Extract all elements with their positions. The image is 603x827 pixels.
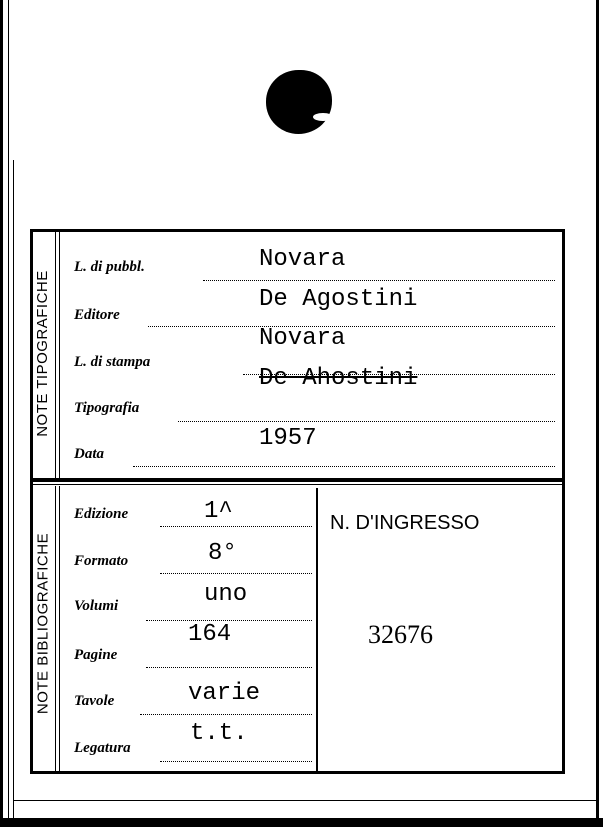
scan-border-left xyxy=(0,0,3,827)
field-value-luogo-stampa: Novara xyxy=(259,325,346,352)
field-value-legatura: t.t. xyxy=(190,720,248,747)
label-column-rule xyxy=(59,486,60,771)
field-line xyxy=(140,714,312,715)
label-column-rule xyxy=(55,232,56,478)
field-label-formato: Formato xyxy=(74,553,129,569)
field-label-legatura: Legatura xyxy=(74,740,131,756)
field-line xyxy=(148,326,555,327)
card-edge xyxy=(13,800,596,801)
ingresso-title: N. D'INGRESSO xyxy=(330,512,480,534)
field-label-volumi: Volumi xyxy=(74,598,119,614)
punch-hole xyxy=(266,70,332,134)
field-value-editore: De Agostini xyxy=(259,286,418,313)
field-value-edizione: 1^ xyxy=(204,498,233,525)
field-line xyxy=(160,526,312,527)
label-column-rule xyxy=(55,486,56,771)
field-line xyxy=(178,421,555,422)
field-value-formato: 8° xyxy=(208,540,237,567)
field-line xyxy=(160,761,312,762)
field-value-volumi: uno xyxy=(204,581,248,608)
field-line xyxy=(160,573,312,574)
ingresso-divider xyxy=(316,488,318,771)
field-line xyxy=(203,280,555,281)
field-value-data: 1957 xyxy=(259,425,317,452)
field-value-pagine: 164 xyxy=(188,621,232,648)
section-divider xyxy=(30,484,565,485)
scan-border-line xyxy=(8,0,9,827)
field-label-pagine: Pagine xyxy=(74,647,118,663)
field-value-luogo-pubblicazione: Novara xyxy=(259,246,346,273)
field-value-tipografia: De Ahostini xyxy=(259,365,418,392)
scan-border-right xyxy=(596,0,599,827)
field-label-tipografia: Tipografia xyxy=(74,400,140,416)
field-label-edizione: Edizione xyxy=(74,506,129,522)
field-label-luogo-stampa: L. di stampa xyxy=(74,354,151,370)
section-divider xyxy=(30,478,565,482)
field-line xyxy=(146,667,312,668)
ingresso-number: 32676 xyxy=(368,620,433,649)
field-value-tavole: varie xyxy=(188,680,261,707)
field-label-data: Data xyxy=(74,446,104,462)
label-column-rule xyxy=(59,232,60,478)
card-edge xyxy=(13,160,14,820)
punch-hole-notch xyxy=(313,113,333,121)
field-line xyxy=(133,466,555,467)
section-label-tipografiche: NOTE TIPOGRAFICHE xyxy=(34,270,51,437)
section-label-bibliografiche: NOTE BIBLIOGRAFICHE xyxy=(34,532,52,715)
field-label-editore: Editore xyxy=(74,307,120,323)
field-label-tavole: Tavole xyxy=(74,693,115,709)
field-label-luogo-pubblicazione: L. di pubbl. xyxy=(74,259,145,275)
scan-border-bottom xyxy=(0,818,603,827)
